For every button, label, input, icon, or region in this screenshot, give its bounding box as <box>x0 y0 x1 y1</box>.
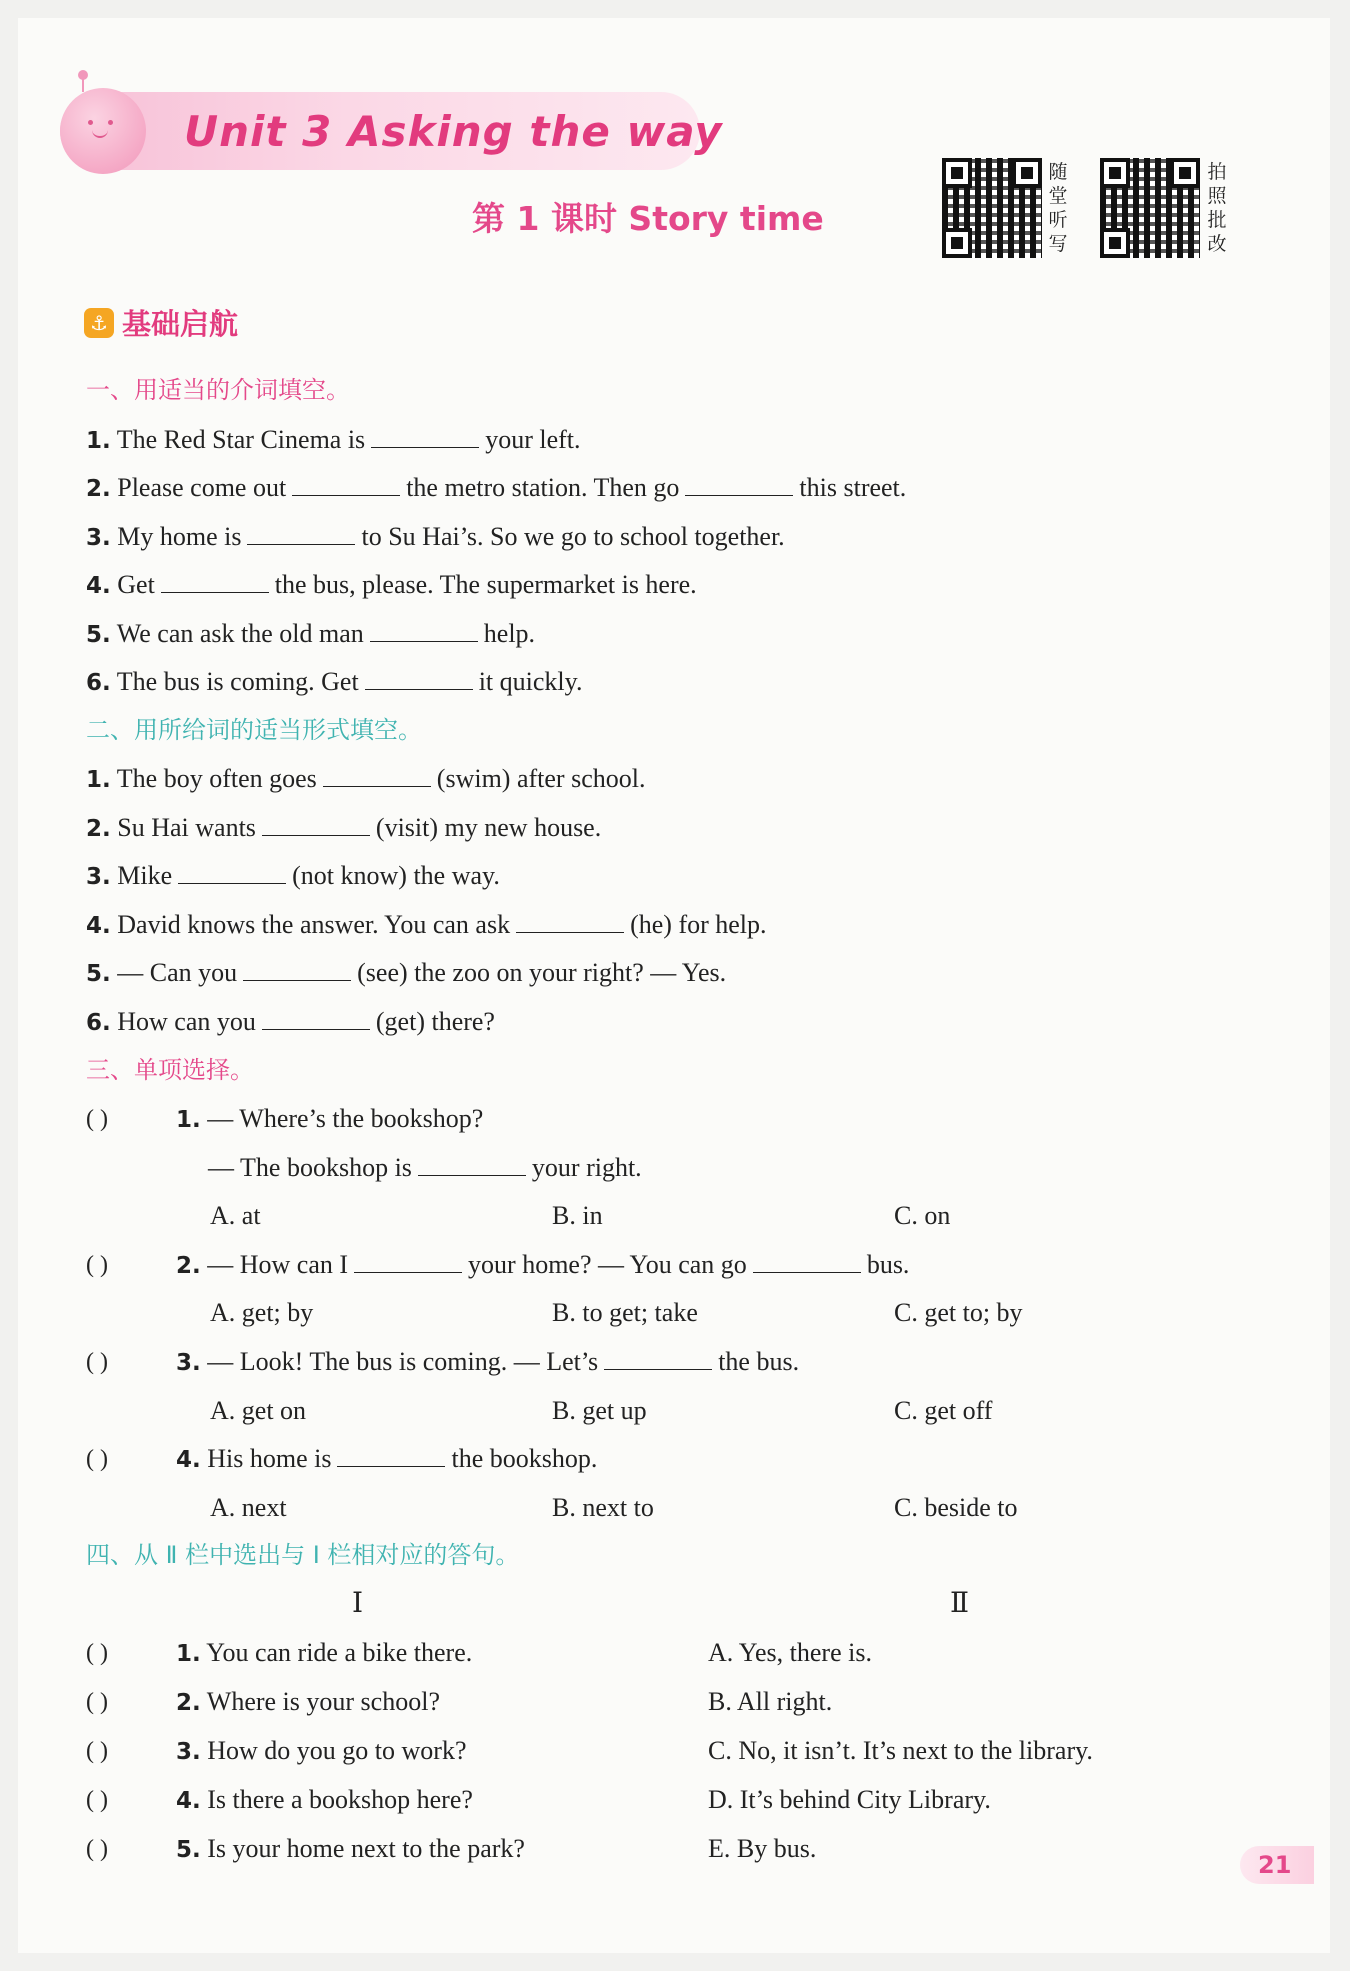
option-a: A. get on <box>210 1396 307 1425</box>
part4-right-item-d: D. It’s behind City Library. <box>708 1785 991 1814</box>
part4-left-item-5: 5. Is your home next to the park? <box>176 1834 525 1863</box>
part4-heading: 四、从 Ⅱ 栏中选出与 Ⅰ 栏相对应的答句。 <box>86 1541 520 1569</box>
section-title: 基础启航 <box>122 307 239 341</box>
answer-paren[interactable]: ( ) <box>86 1446 108 1472</box>
answer-blank[interactable] <box>323 760 431 787</box>
part1-item-4: 4. Get the bus, please. The supermarket is here. <box>86 565 697 605</box>
answer-paren[interactable]: ( ) <box>86 1836 108 1862</box>
answer-blank[interactable] <box>262 809 370 836</box>
option-b: B. in <box>552 1201 603 1230</box>
option-c: C. on <box>894 1201 951 1230</box>
answer-blank[interactable] <box>292 469 400 496</box>
part1-item-6: 6. The bus is coming. Get it quickly. <box>86 662 582 702</box>
mascot-antenna-tip <box>78 70 88 80</box>
part2-heading: 二、用所给词的适当形式填空。 <box>86 716 422 744</box>
answer-blank[interactable] <box>178 857 286 884</box>
mascot-antenna <box>82 78 84 92</box>
part4-left-item-4: 4. Is there a bookshop here? <box>176 1785 473 1814</box>
option-c: C. beside to <box>894 1493 1018 1522</box>
part4-right-item-b: B. All right. <box>708 1687 833 1716</box>
part4-right-item-e: E. By bus. <box>708 1834 817 1863</box>
answer-blank[interactable] <box>365 663 473 690</box>
answer-blank[interactable] <box>243 954 351 981</box>
column-1-header: Ⅰ <box>352 1588 364 1619</box>
answer-paren[interactable]: ( ) <box>86 1252 108 1278</box>
answer-paren[interactable]: ( ) <box>86 1106 108 1132</box>
qr-code-dictation-icon[interactable] <box>942 158 1042 258</box>
part2-item-2: 2. Su Hai wants (visit) my new house. <box>86 808 601 848</box>
answer-blank[interactable] <box>247 518 355 545</box>
option-a: A. get; by <box>210 1298 314 1327</box>
answer-blank[interactable] <box>354 1246 462 1273</box>
answer-blank[interactable] <box>337 1440 445 1467</box>
part1-item-5: 5. We can ask the old man help. <box>86 614 535 654</box>
unit-title: Unit 3 Asking the way <box>184 107 723 156</box>
qr-label-dictation: 随 堂 听 写 <box>1048 161 1068 255</box>
mascot-icon <box>60 88 146 174</box>
part3-item-2-question: 2. — How can I your home? — You can go bus. <box>176 1245 909 1285</box>
answer-blank[interactable] <box>516 906 624 933</box>
answer-paren[interactable]: ( ) <box>86 1640 108 1666</box>
answer-blank[interactable] <box>161 566 269 593</box>
qr-code-photo-grading-icon[interactable] <box>1100 158 1200 258</box>
part2-item-6: 6. How can you (get) there? <box>86 1002 495 1042</box>
part4-left-item-2: 2. Where is your school? <box>176 1687 440 1716</box>
part4-right-item-c: C. No, it isn’t. It’s next to the library. <box>708 1736 1093 1765</box>
option-b: B. get up <box>552 1396 647 1425</box>
option-c: C. get off <box>894 1396 993 1425</box>
part4-left-item-3: 3. How do you go to work? <box>176 1736 467 1765</box>
option-b: B. to get; take <box>552 1298 698 1327</box>
part3-item-1-question: 1. — Where’s the bookshop? <box>176 1104 484 1133</box>
option-a: A. at <box>210 1201 261 1230</box>
part2-item-1: 1. The boy often goes (swim) after school. <box>86 759 645 799</box>
answer-blank[interactable] <box>753 1246 861 1273</box>
part3-item-4-question: 4. His home is the bookshop. <box>176 1439 597 1479</box>
answer-blank[interactable] <box>604 1343 712 1370</box>
answer-paren[interactable]: ( ) <box>86 1349 108 1375</box>
answer-blank[interactable] <box>370 615 478 642</box>
part3-item-3-question: 3. — Look! The bus is coming. — Let’s the bus. <box>176 1342 799 1382</box>
part1-item-1: 1. The Red Star Cinema is your left. <box>86 420 581 460</box>
option-a: A. next <box>210 1493 287 1522</box>
answer-paren[interactable]: ( ) <box>86 1738 108 1764</box>
answer-paren[interactable]: ( ) <box>86 1689 108 1715</box>
part2-item-3: 3. Mike (not know) the way. <box>86 856 500 896</box>
answer-paren[interactable]: ( ) <box>86 1787 108 1813</box>
column-2-header: Ⅱ <box>950 1588 970 1619</box>
part3-heading: 三、单项选择。 <box>86 1056 254 1084</box>
part1-heading: 一、用适当的介词填空。 <box>86 376 350 404</box>
option-c: C. get to; by <box>894 1298 1023 1327</box>
part2-item-4: 4. David knows the answer. You can ask (he) for help. <box>86 905 767 945</box>
answer-blank[interactable] <box>371 421 479 448</box>
part1-item-3: 3. My home is to Su Hai’s. So we go to school together. <box>86 517 785 557</box>
part4-right-item-a: A. Yes, there is. <box>708 1638 872 1667</box>
answer-blank[interactable] <box>685 469 793 496</box>
answer-blank[interactable] <box>418 1149 526 1176</box>
page-number: 21 <box>1240 1846 1314 1884</box>
lesson-title: 第 1 课时 Story time <box>472 199 824 238</box>
answer-blank[interactable] <box>262 1003 370 1030</box>
part2-item-5: 5. — Can you (see) the zoo on your right? — Yes. <box>86 953 726 993</box>
anchor-icon: ⚓ <box>84 308 114 338</box>
qr-label-photo-grading: 拍 照 批 改 <box>1207 161 1227 255</box>
option-b: B. next to <box>552 1493 654 1522</box>
part3-item-1-answer: — The bookshop is your right. <box>208 1148 642 1188</box>
part4-left-item-1: 1. You can ride a bike there. <box>176 1638 473 1667</box>
part1-item-2: 2. Please come out the metro station. Then go this street. <box>86 468 906 508</box>
